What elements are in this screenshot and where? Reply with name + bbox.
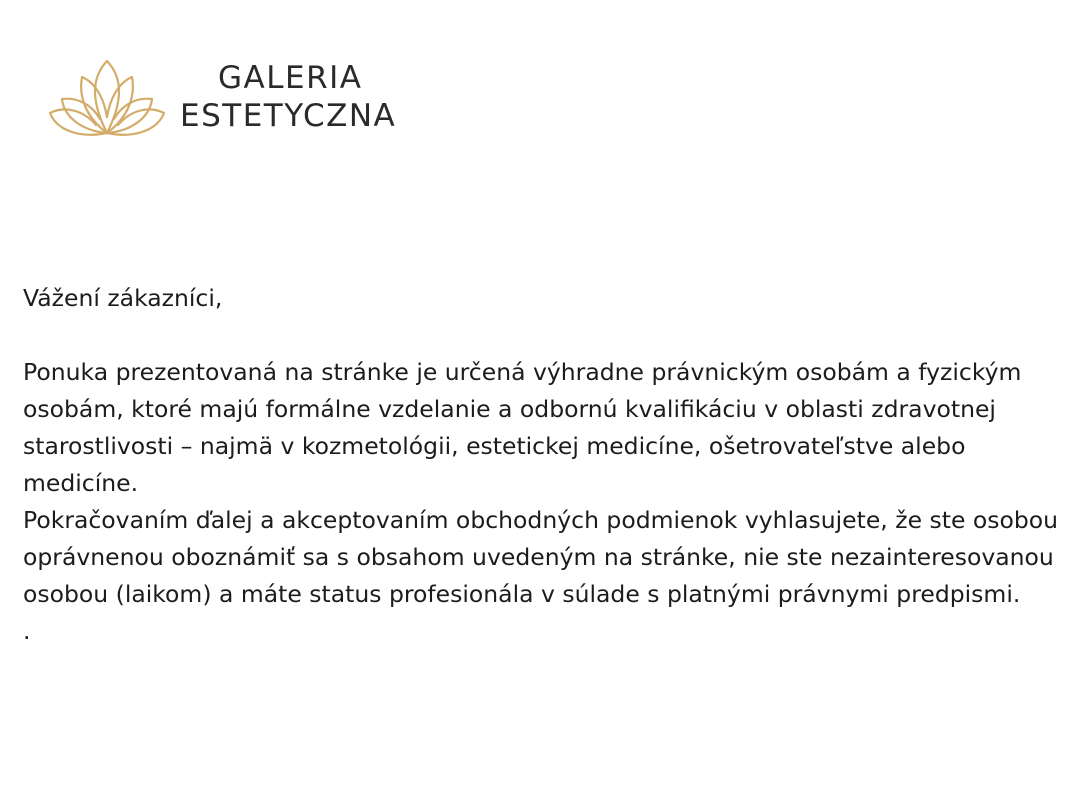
brand-name-line2: ESTETYCZNA bbox=[180, 98, 397, 134]
brand-name-line1: GALERIA bbox=[218, 60, 363, 96]
professional-notice bbox=[23, 280, 1080, 650]
notice-greeting: Vážení zákazníci, bbox=[23, 284, 223, 312]
notice-trailing-dot: . bbox=[23, 617, 31, 645]
spacer bbox=[23, 317, 1080, 354]
brand-logo bbox=[48, 52, 428, 142]
notice-paragraph-1: Ponuka prezentovaná na stránke je určená výhradne právnickým osobám a fyzickým osobám, ktoré majú formálne vzdelanie a odbornú kvalifikáciu v oblasti zdravotnej starostlivosti – najmä v kozmetológii, estetickej medicíne, ošetrovateľstve alebo medicíne. bbox=[23, 358, 1022, 497]
brand-name bbox=[180, 59, 396, 135]
notice-paragraph-2: Pokračovaním ďalej a akceptovaním obchodných podmienok vyhlasujete, že ste osobou oprávnenou oboznámiť sa s obsahom uvedeným na stránke, nie ste nezainteresovanou osobou (laikom) a máte status profesionála v súlade s platnými právnymi predpismi. bbox=[23, 506, 1059, 608]
lotus-icon bbox=[48, 55, 166, 139]
